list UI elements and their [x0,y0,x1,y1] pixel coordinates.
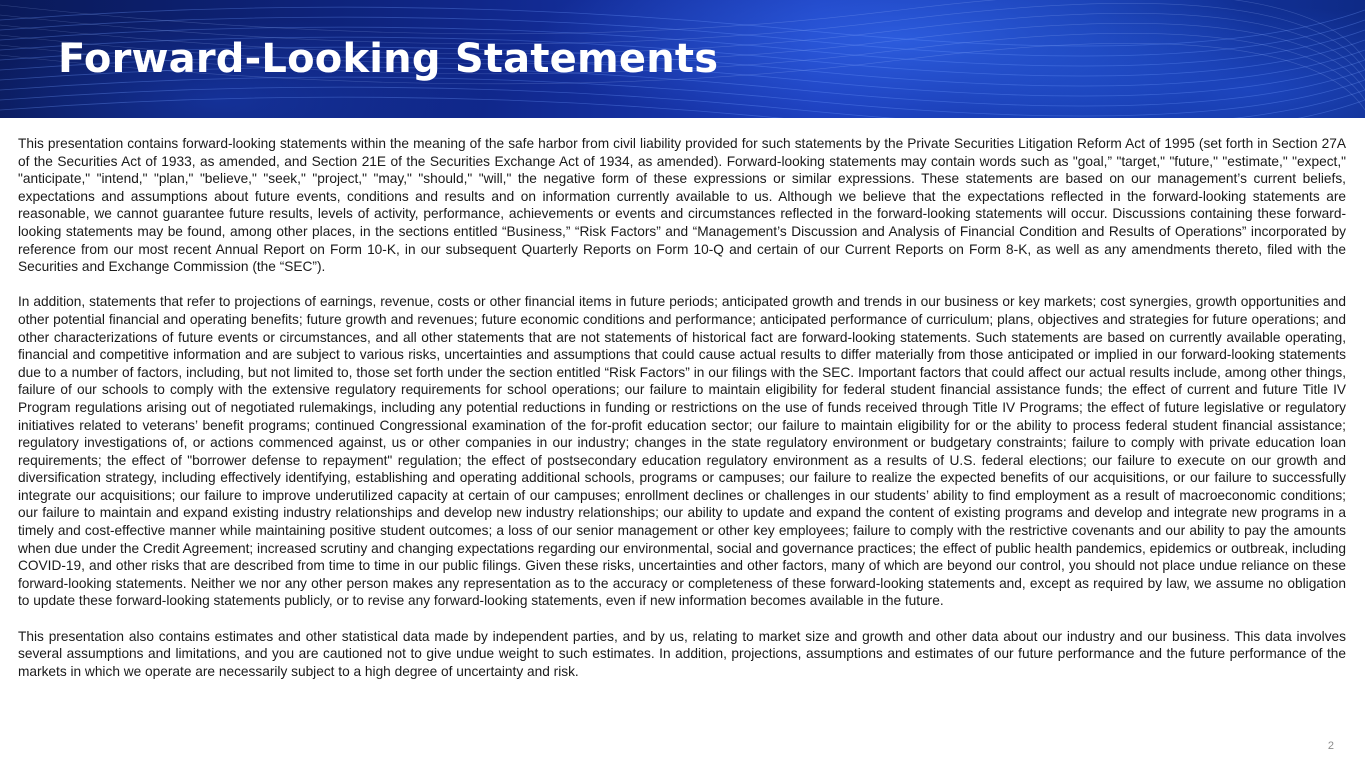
paragraph-safe-harbor: This presentation contains forward-looking statements within the meaning of the safe harbor from civil liability provided for such statements by the Private Securities Litigation Reform Act of 1995 (set forth in Section 27A of the Securities Act of 1933, as amended, and Section 21E of the Securities Exchange Act of 1934, as amended). Forward-looking statements may contain words such as "goal,” "target," "future," "estimate," "expect," "anticipate," "intend," "plan," "believe," "seek," "project," "may," "should," "will," the negative form of these expressions or similar expressions. These statements are based on our management’s current beliefs, expectations and assumptions about future events, conditions and results and on information currently available to us. Although we believe that the expectations reflected in the forward-looking statements are reasonable, we cannot guarantee future results, levels of activity, performance, achievements or events and circumstances reflected in the forward-looking statements will occur. Discussions containing these forward-looking statements may be found, among other places, in the sections entitled “Business,” “Risk Factors” and “Management’s Discussion and Analysis of Financial Condition and Results of Operations” incorporated by reference from our most recent Annual Report on Form 10-K, in our subsequent Quarterly Reports on Form 10-Q and certain of our Current Reports on Form 8-K, as well as any amendments thereto, filed with the Securities and Exchange Commission (the “SEC”). [18,136,1346,275]
disclaimer-body [18,135,1346,680]
paragraph-risk-factors: In addition, statements that refer to projections of earnings, revenue, costs or other financial items in future periods; anticipated growth and trends in our business or key markets; cost synergies, growth opportunities and other potential financial and operating benefits; future growth and revenues; future economic conditions and performance; anticipated performance of curriculum; plans, objectives and strategies for future operations; and other characterizations of future events or circumstances, and all other statements that are not statements of historical fact are forward-looking statements. Such statements are based on currently available operating, financial and competitive information and are subject to various risks, uncertainties and assumptions that could cause actual results to differ materially from those anticipated or implied in our forward-looking statements due to a number of factors, including, but not limited to, those set forth under the section entitled “Risk Factors” in our filings with the SEC. Important factors that could affect our actual results include, among other things, failure of our schools to comply with the extensive regulatory requirements for school operations; our failure to maintain eligibility for federal student financial assistance funds; the effect of current and future Title IV Program regulations arising out of negotiated rulemakings, including any potential reductions in funding or restrictions on the use of funds received through Title IV Programs; the effect of future legislative or regulatory initiatives related to veterans’ benefit programs; continued Congressional examination of the for-profit education sector; our failure to maintain eligibility for or the ability to process federal student financial assistance; regulatory investigations of, or actions commenced against, us or other companies in our industry; changes in the state regulatory environment or budgetary constraints; failure to comply with private education loan requirements; the effect of "borrower defense to repayment" regulation; the effect of postsecondary education regulatory environment as a results of U.S. federal elections; our failure to execute on our growth and diversification strategy, including effectively identifying, establishing and operating additional schools, programs or campuses; our failure to realize the expected benefits of our acquisitions, or our failure to successfully integrate our acquisitions; our failure to improve underutilized capacity at certain of our campuses; enrollment declines or challenges in our students’ ability to find employment as a result of macroeconomic conditions; our failure to maintain and expand existing industry relationships and develop new industry relationships; our ability to update and expand the content of existing programs and develop and integrate new programs in a timely and cost-effective manner while maintaining positive student outcomes; a loss of our senior management or other key employees; failure to comply with the restrictive covenants and our ability to pay the amounts when due under the Credit Agreement; increased scrutiny and changing expectations regarding our environmental, social and governance practices; the effect of public health pandemics, epidemics or outbreak, including COVID-19, and other risks that are described from time to time in our public filings. Given these risks, uncertainties and other factors, many of which are beyond our control, you should not place undue reliance on these forward-looking statements. Neither we nor any other person makes any representation as to the accuracy or completeness of these forward-looking statements and, except as required by law, we assume no obligation to update these forward-looking statements publicly, or to revise any forward-looking statements, even if new information becomes available in the future. [18,294,1346,609]
paragraph-statistical-data: This presentation also contains estimates and other statistical data made by independent parties, and by us, relating to market size and growth and other data about our industry and our business. This data involves several assumptions and limitations, and you are cautioned not to give undue weight to such estimates. In addition, projections, assumptions and estimates of our future performance and the future performance of the markets in which we operate are necessarily subject to a high degree of uncertainty and risk. [18,628,1346,679]
header-banner [0,0,1365,118]
page-title: Forward-Looking Statements [58,36,719,82]
page-number: 2 [1327,740,1334,752]
